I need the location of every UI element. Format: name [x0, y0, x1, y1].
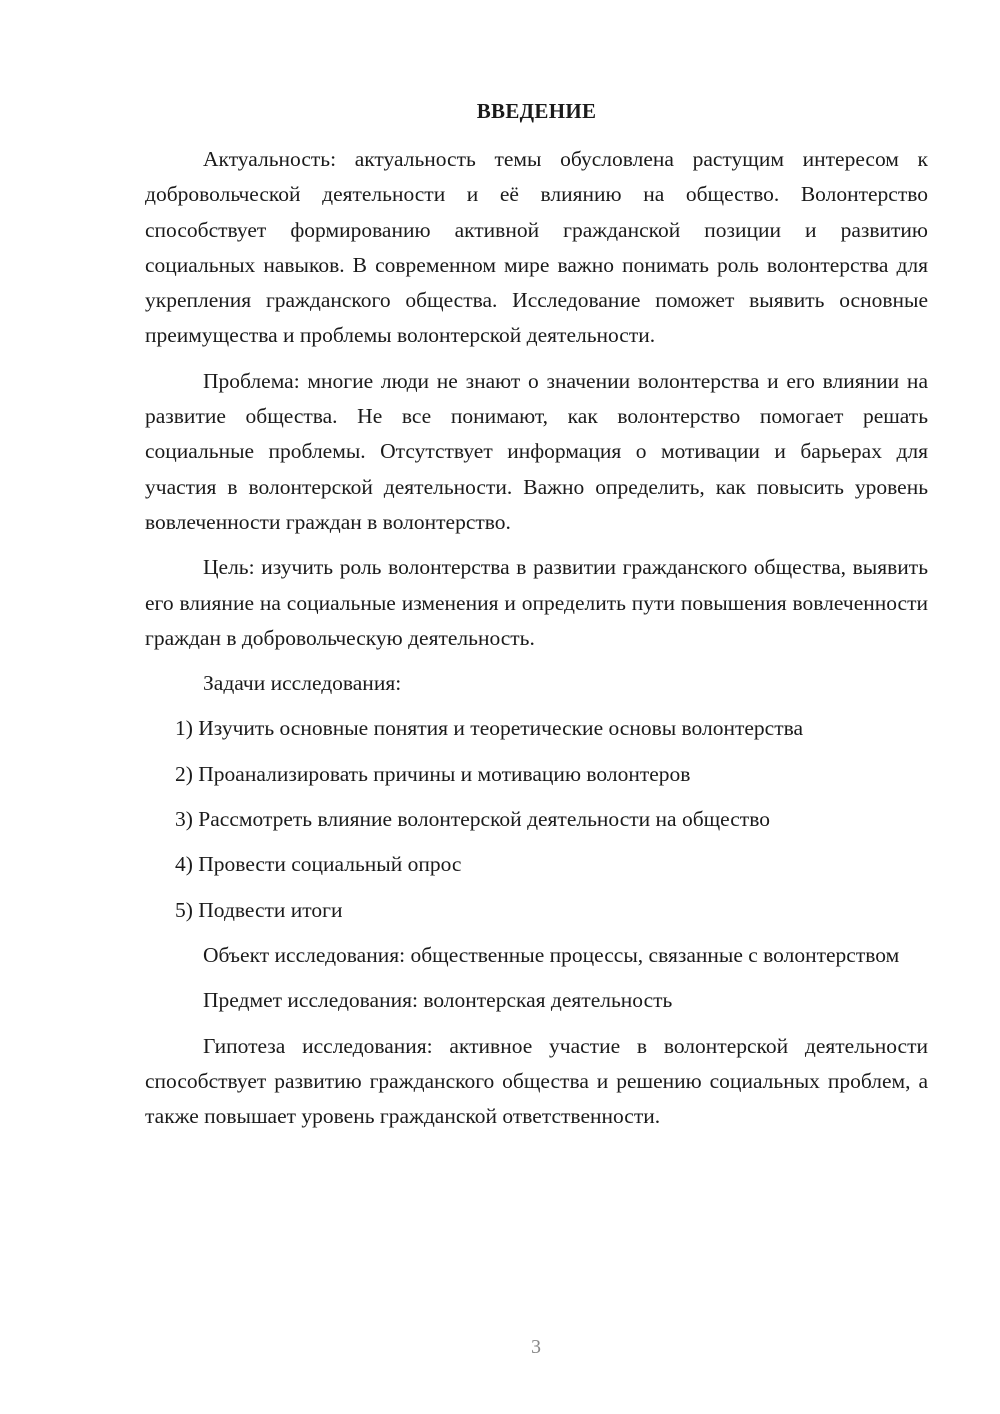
problem-paragraph: Проблема: многие люди не знают о значении волонтерства и его влиянии на развитие общества. Не все понимают, как волонтерство помогает решать социальные проблемы. Отсутствует информация о мотивации и барьерах для участия в волонтерской деятельности. Важно определить, как повысить уровень вовлеченности граждан в волонтерство.: [145, 368, 928, 534]
task-item: 4) Провести социальный опрос: [175, 852, 462, 877]
tasks-heading: Задачи исследования:: [203, 671, 402, 696]
page-title: ВВЕДЕНИЕ: [476, 99, 597, 123]
task-item: 2) Проанализировать причины и мотивацию волонтеров: [175, 761, 691, 786]
task-item: 3) Рассмотреть влияние волонтерской деятельности на общество: [175, 807, 770, 832]
document-body: [145, 142, 928, 1144]
goal-paragraph: Цель: изучить роль волонтерства в развитии гражданского общества, выявить его влияние на социальные изменения и определить пути повышения вовлеченности граждан в добровольческую деятельность.: [145, 555, 928, 650]
relevance-paragraph: Актуальность: актуальность темы обусловлена растущим интересом к добровольческой деятельности и её влиянию на общество. Волонтерство способствует формированию активной гражданской позиции и развитию социальных навыков. В современном мире важно понимать роль волонтерства для укрепления гражданского общества. Исследование поможет выявить основные преимущества и проблемы волонтерской деятельности.: [145, 147, 928, 348]
subject-paragraph: Предмет исследования: волонтерская деятельность: [203, 988, 673, 1013]
hypothesis-paragraph: Гипотеза исследования: активное участие в волонтерской деятельности способствует развитию гражданского общества и решению социальных проблем, а также повышает уровень гражданской ответственности.: [145, 1033, 928, 1129]
page-number: 3: [531, 1336, 541, 1358]
task-item: 5) Подвести итоги: [175, 897, 343, 922]
task-item: 1) Изучить основные понятия и теоретические основы волонтерства: [175, 716, 804, 741]
object-paragraph: Объект исследования: общественные процессы, связанные с волонтерством: [203, 942, 900, 967]
